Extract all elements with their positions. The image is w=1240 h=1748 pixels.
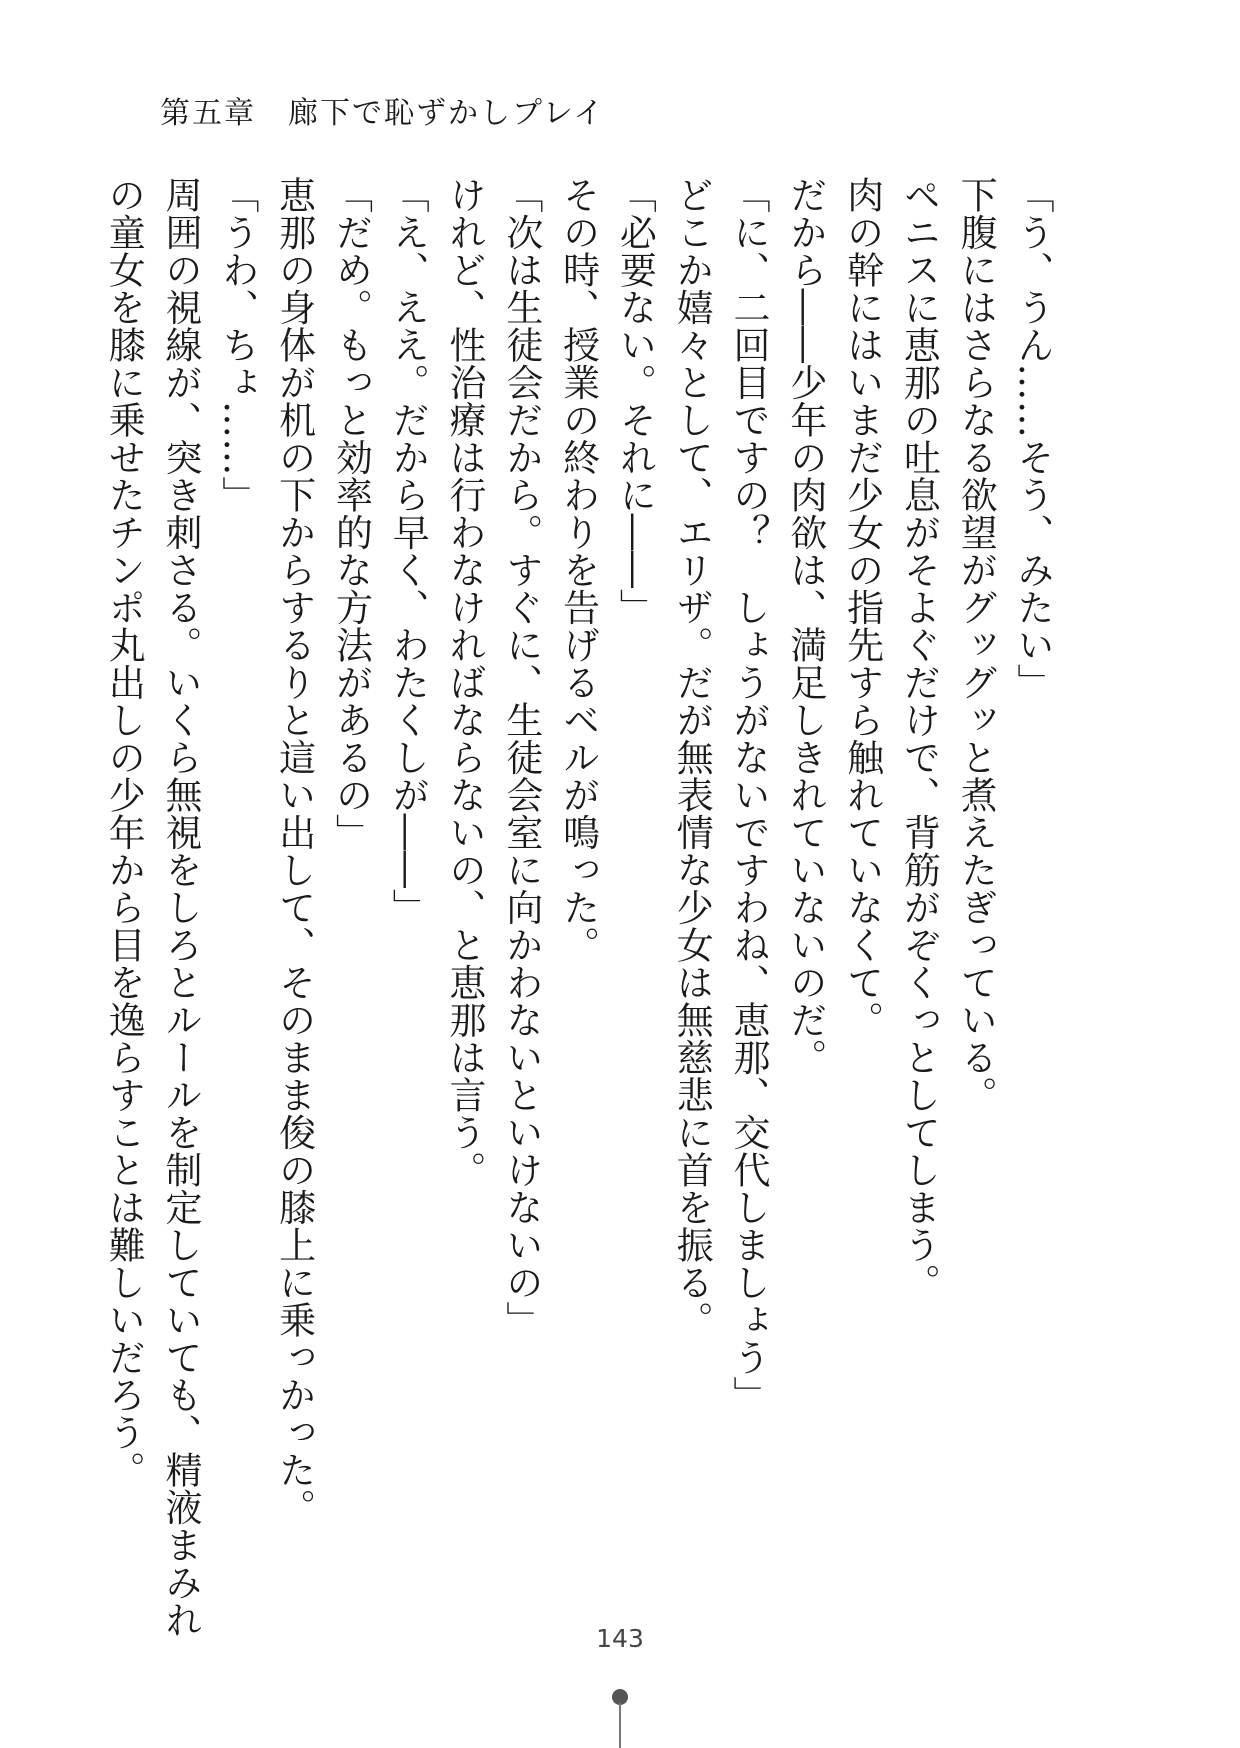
chapter-header: 第五章 廊下で恥ずかしプレイ bbox=[160, 96, 606, 131]
marker-stem bbox=[619, 1703, 621, 1748]
page-number: 143 bbox=[596, 1624, 644, 1653]
text-line: だから――少年の肉欲は、満足しきれていないのだ。 bbox=[783, 176, 827, 1076]
page-marker-icon bbox=[612, 1689, 628, 1748]
text-line: 「う、うん……そう、みたい」 bbox=[1011, 176, 1054, 701]
text-line: 「うわ、ちょ……」 bbox=[215, 176, 259, 514]
text-line: ペニスに恵那の吐息がそよぐだけで、背筋がぞくっとしてしまう。 bbox=[897, 176, 941, 1301]
text-line: 周囲の視線が、突き刺さる。いくら無視をしろとルールを制定していても、精液まみれ bbox=[159, 176, 203, 1639]
text-line: けれど、性治療は行わなければならないの、と恵那は言う。 bbox=[443, 176, 487, 1189]
text-line: 「え、ええ。だから早く、わたくしが――」 bbox=[386, 176, 430, 926]
text-line: の童女を膝に乗せたチンポ丸出しの少年から目を逸らすことは難しいだろう。 bbox=[102, 176, 146, 1489]
text-line: 下腹にはさらなる欲望がグッグッと煮えたぎっている。 bbox=[954, 176, 998, 1114]
text-line: 肉の幹にはいまだ少女の指先すら触れていなくて。 bbox=[840, 176, 884, 1039]
text-line: 「必要ない。それに――」 bbox=[613, 176, 657, 626]
text-line: 「次は生徒会だから。すぐに、生徒会室に向かわないといけないの」 bbox=[499, 176, 543, 1339]
text-line: その時、授業の終わりを告げるベルが鳴った。 bbox=[556, 176, 600, 964]
text-line: 恵那の身体が机の下からするりと這い出して、そのまま俊の膝上に乗っかった。 bbox=[272, 176, 316, 1526]
text-line: 「だめ。もっと効率的な方法があるの」 bbox=[329, 176, 373, 851]
text-line: 「に、二回目ですの？ しょうがないですわね、恵那、交代しましょう」 bbox=[727, 176, 771, 1414]
text-line: どこか嬉々として、エリザ。だが無表情な少女は無慈悲に首を振る。 bbox=[670, 176, 714, 1339]
